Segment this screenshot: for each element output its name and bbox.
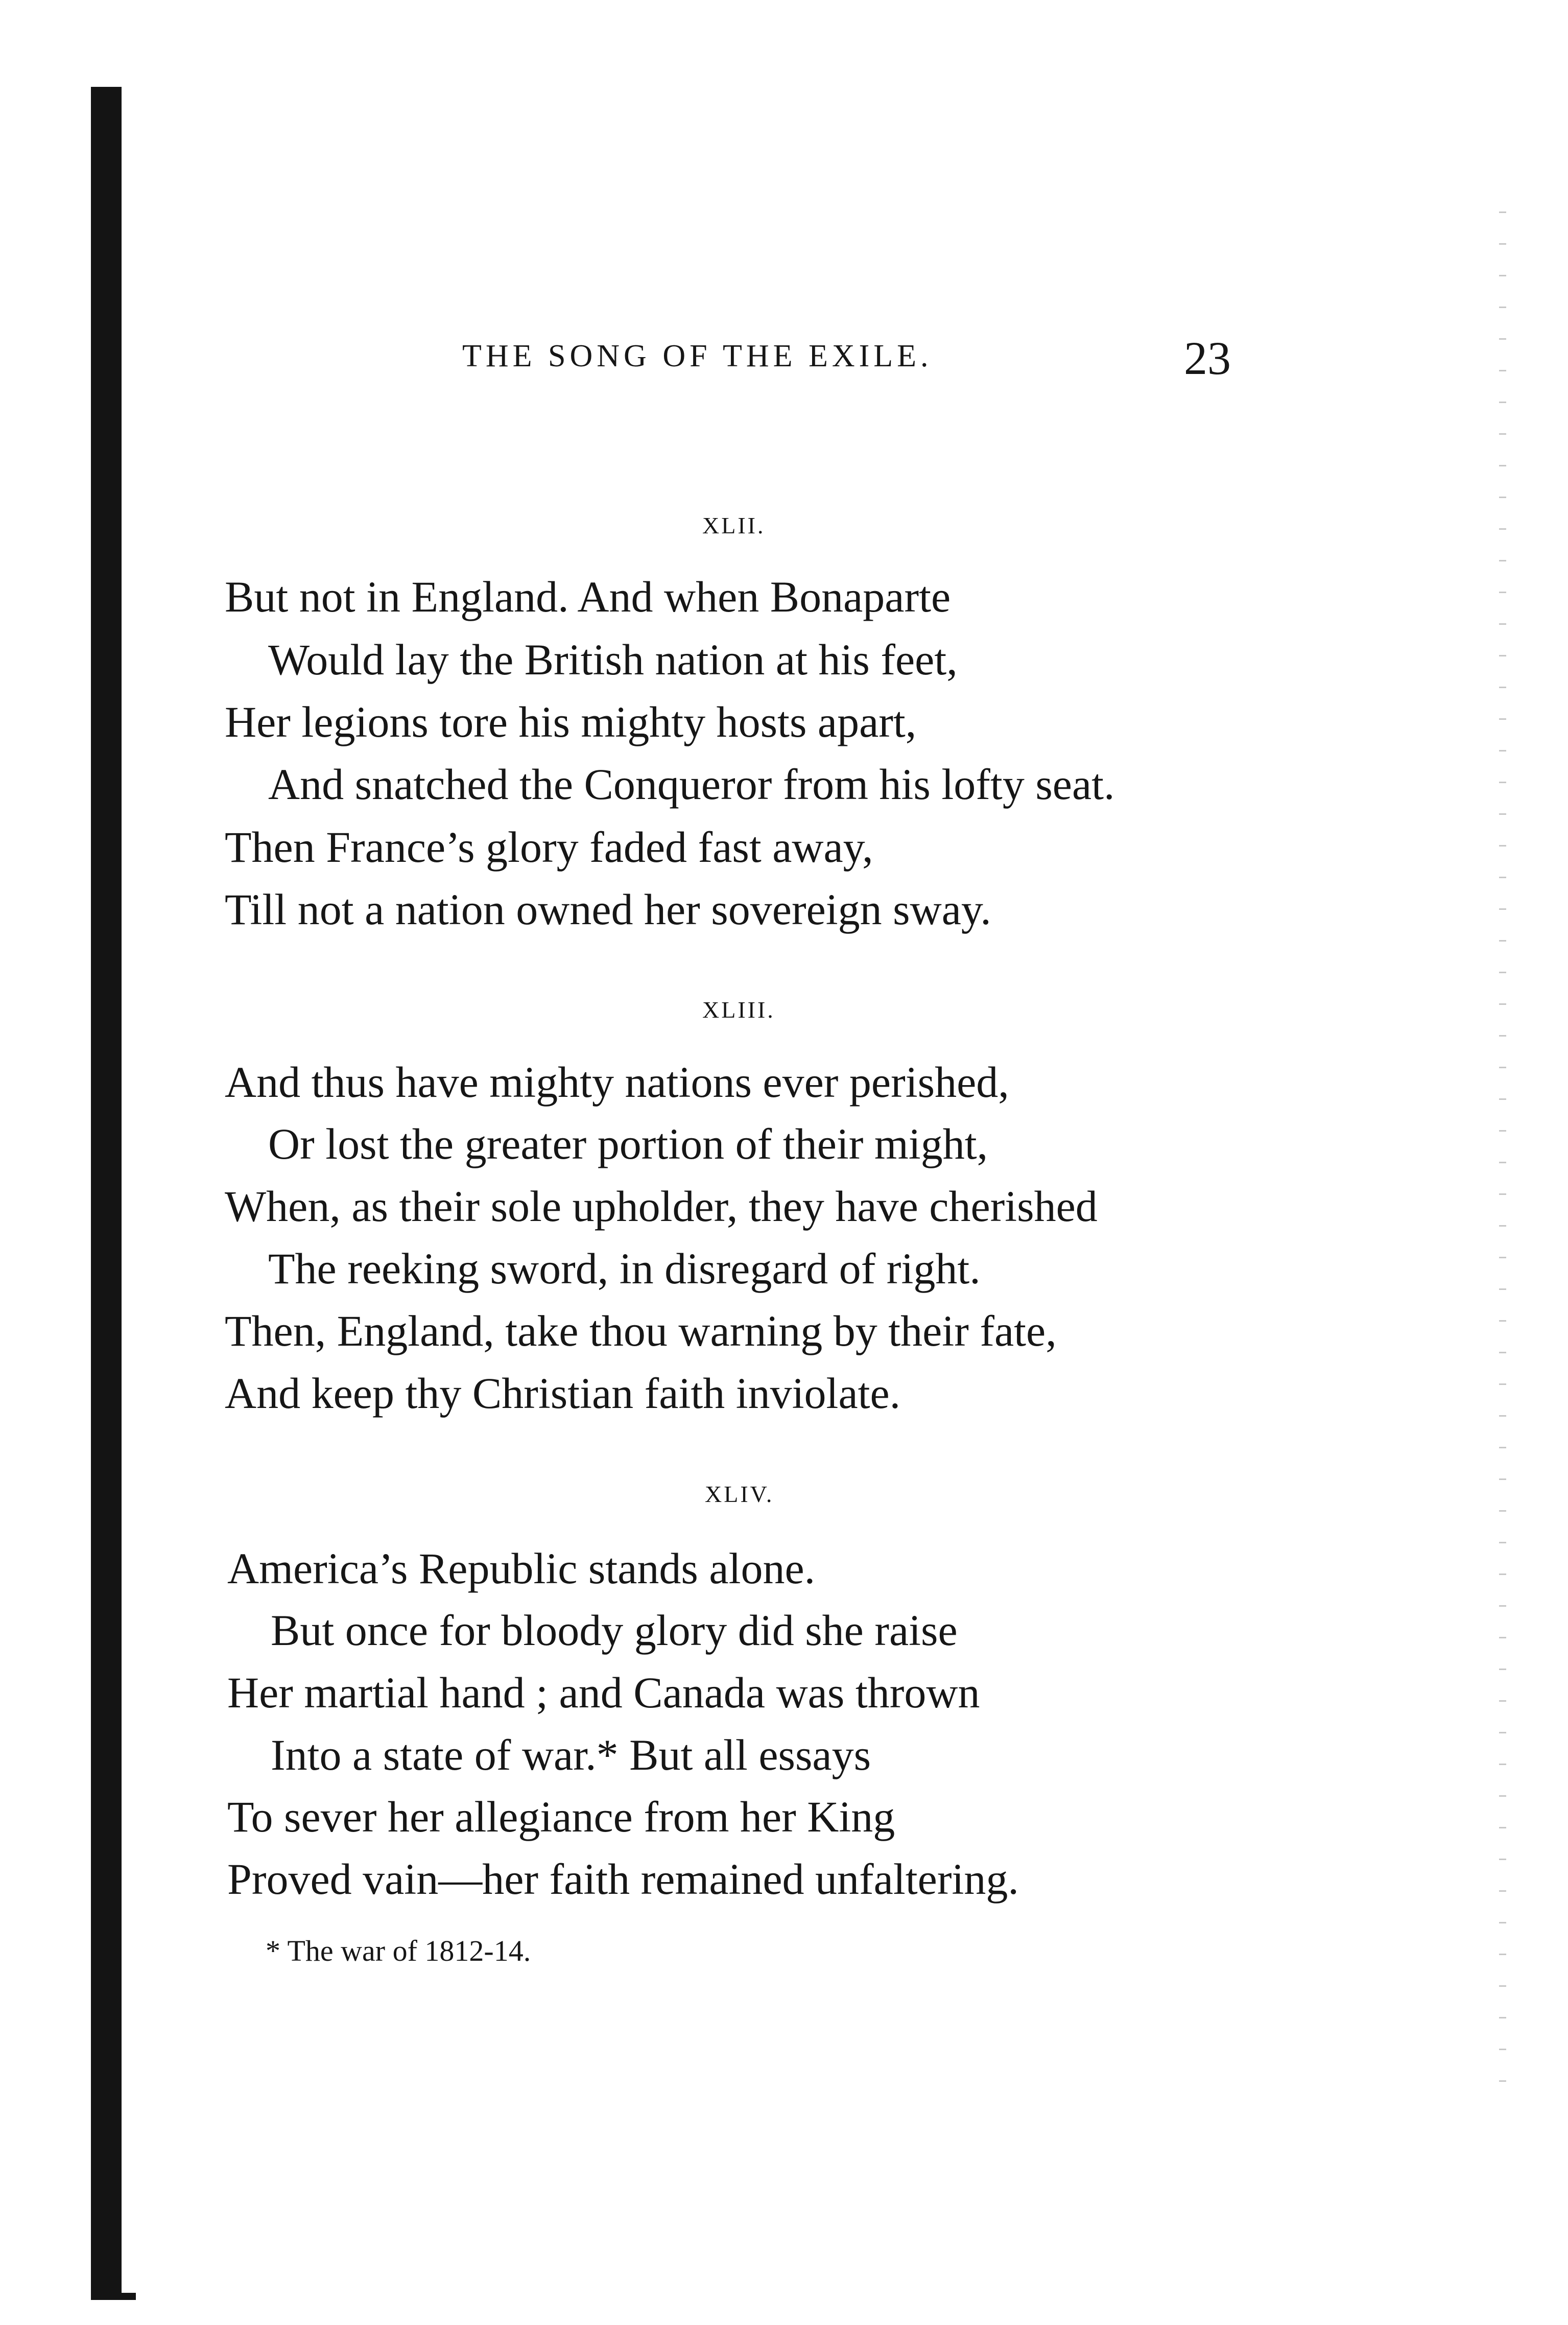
verse-line: Would lay the British nation at his feet, xyxy=(268,635,958,684)
stanza-number: XLIII. xyxy=(702,997,775,1023)
stanza-number: XLII. xyxy=(702,512,766,538)
verse-line: Proved vain—her faith remained unfaltering. xyxy=(227,1854,1019,1904)
verse-line: The reeking sword, in disregard of right. xyxy=(268,1244,981,1293)
verse-line: But once for bloody glory did she raise xyxy=(271,1606,958,1655)
binding-gutter-bar xyxy=(91,87,122,2299)
verse-line: When, as their sole upholder, they have cherished xyxy=(225,1182,1098,1231)
verse-line: And keep thy Christian faith inviolate. xyxy=(225,1369,901,1418)
verse-line: But not in England. And when Bonaparte xyxy=(225,572,951,621)
verse-line: Her legions tore his mighty hosts apart, xyxy=(225,697,917,746)
verse-line: Her martial hand ; and Canada was thrown xyxy=(227,1668,980,1717)
page-number: 23 xyxy=(1184,332,1231,384)
stanza-number: XLIV. xyxy=(705,1481,774,1507)
verse-line: And snatched the Conqueror from his lofty seat. xyxy=(268,760,1115,809)
verse-line: Or lost the greater portion of their might, xyxy=(268,1119,988,1168)
verse-line: And thus have mighty nations ever perished, xyxy=(225,1058,1009,1107)
page-edge-marks xyxy=(1499,194,1506,2084)
binding-gutter-foot xyxy=(91,2293,136,2300)
running-title: THE SONG OF THE EXILE. xyxy=(462,339,933,373)
verse-line: Then France’s glory faded fast away, xyxy=(225,823,873,872)
verse-line: To sever her allegiance from her King xyxy=(227,1792,895,1841)
verse-line: Till not a nation owned her sovereign sway. xyxy=(225,885,991,934)
verse-line: America’s Republic stands alone. xyxy=(227,1544,816,1593)
footnote: * The war of 1812-14. xyxy=(266,1934,531,1967)
verse-line: Then, England, take thou warning by their fate, xyxy=(225,1306,1057,1355)
verse-line: Into a state of war.* But all essays xyxy=(271,1730,871,1779)
